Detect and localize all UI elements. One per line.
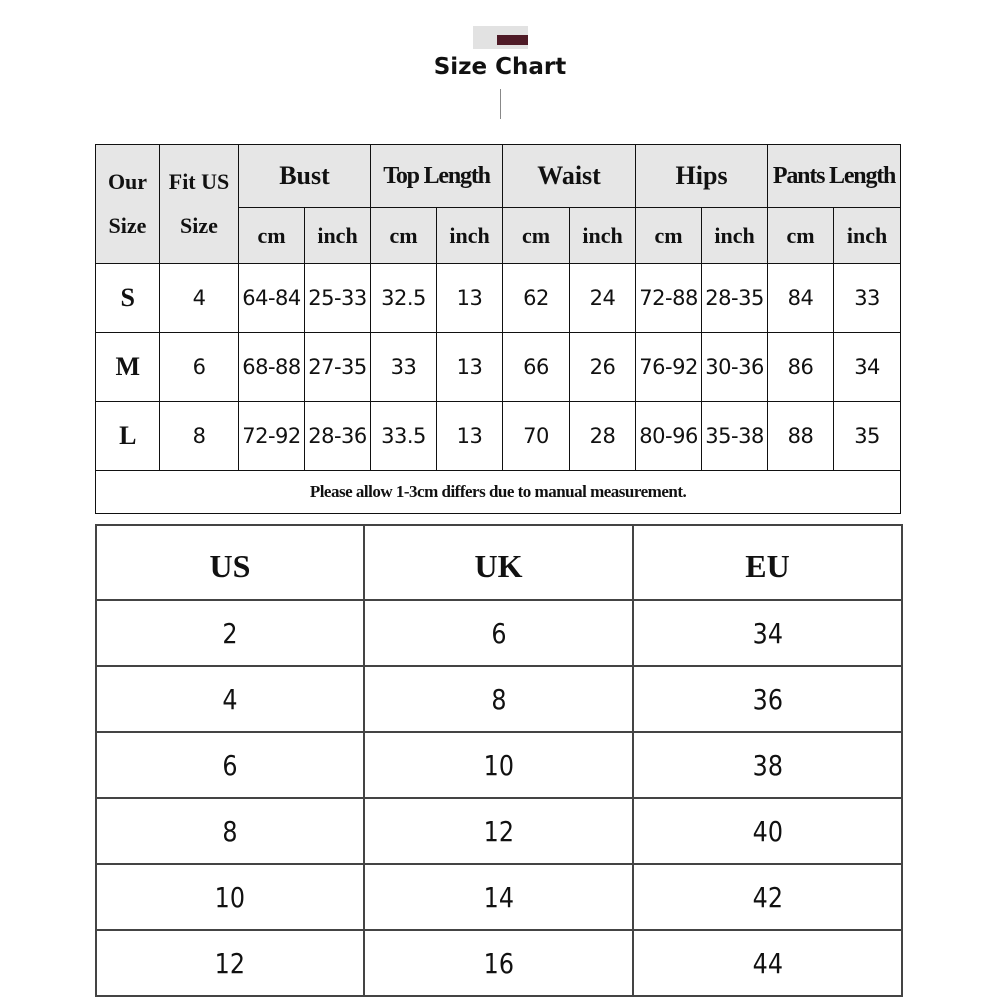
size-cell: S [96, 264, 160, 333]
header-our-size-line2: Size [108, 213, 147, 238]
note-row [96, 471, 901, 514]
group-header-row [96, 145, 901, 208]
eu-cell [633, 930, 902, 996]
header-fit-us-size [160, 145, 239, 264]
table-row [96, 333, 901, 402]
pants-length-cm-cell: 88 [768, 402, 834, 471]
waist-inch-cell: 26 [570, 333, 636, 402]
uk-value: 14 [483, 880, 514, 914]
pants-length-inch-cell: 33 [834, 264, 901, 333]
us-value: 10 [214, 880, 246, 914]
table-row [96, 930, 902, 996]
header-uk: UK [364, 525, 633, 600]
pants-length-inch-cell: 34 [834, 333, 901, 402]
unit-top-length-inch: inch [437, 208, 503, 264]
us-cell [96, 600, 364, 666]
hips-inch-cell: 35-38 [702, 402, 768, 471]
brand-badge-icon [473, 26, 528, 49]
uk-value: 6 [490, 616, 507, 650]
pants-length-inch-cell: 35 [834, 402, 901, 471]
brand-badge-bar [497, 35, 528, 45]
top-length-inch-cell: 13 [437, 333, 503, 402]
header-pants-length: Pants Length [768, 145, 901, 208]
unit-bust-cm: cm [239, 208, 305, 264]
us-value: 6 [222, 748, 238, 782]
eu-value: 40 [752, 814, 783, 848]
table-row [96, 864, 902, 930]
pants-length-cm-cell: 86 [768, 333, 834, 402]
waist-inch-cell: 28 [570, 402, 636, 471]
uk-cell [364, 600, 633, 666]
top-length-cm-cell: 33 [371, 333, 437, 402]
hips-cm-cell: 76-92 [636, 333, 702, 402]
uk-value: 12 [483, 814, 514, 848]
unit-waist-inch: inch [570, 208, 636, 264]
bust-cm-cell: 64-84 [239, 264, 305, 333]
header-fit-us-line1: Fit US [168, 169, 230, 194]
waist-cm-cell: 66 [503, 333, 570, 402]
header-our-size [96, 145, 160, 264]
bust-cm-cell: 72-92 [239, 402, 305, 471]
unit-bust-inch: inch [305, 208, 371, 264]
bust-inch-cell: 25-33 [305, 264, 371, 333]
table-row [96, 798, 902, 864]
hips-inch-cell: 30-36 [702, 333, 768, 402]
size-cell: M [96, 333, 160, 402]
hips-cm-cell: 72-88 [636, 264, 702, 333]
size-conversion-table [95, 524, 903, 997]
eu-value: 38 [752, 748, 783, 782]
uk-cell [364, 864, 633, 930]
us-value: 12 [214, 946, 246, 980]
us-value: 8 [222, 814, 238, 848]
table-row [96, 402, 901, 471]
header-top-length: Top Length [371, 145, 503, 208]
eu-cell [633, 666, 902, 732]
unit-hips-cm: cm [636, 208, 702, 264]
fit-us-cell: 4 [160, 264, 239, 333]
eu-cell [633, 864, 902, 930]
eu-value: 36 [752, 682, 783, 716]
hips-cm-cell: 80-96 [636, 402, 702, 471]
table-row [96, 264, 901, 333]
eu-value: 42 [752, 880, 783, 914]
fit-us-cell: 8 [160, 402, 239, 471]
hips-inch-cell: 28-35 [702, 264, 768, 333]
top-length-inch-cell: 13 [437, 402, 503, 471]
unit-waist-cm: cm [503, 208, 570, 264]
header-waist: Waist [503, 145, 636, 208]
us-value: 4 [222, 682, 238, 716]
us-value: 2 [222, 616, 238, 650]
eu-cell [633, 600, 902, 666]
size-cell: L [96, 402, 160, 471]
us-cell [96, 732, 364, 798]
uk-cell [364, 930, 633, 996]
us-cell [96, 666, 364, 732]
table-row [96, 666, 902, 732]
uk-cell [364, 732, 633, 798]
waist-cm-cell: 70 [503, 402, 570, 471]
measurement-table [95, 144, 901, 514]
title-divider [500, 89, 501, 119]
header-eu: EU [633, 525, 902, 600]
header-us: US [96, 525, 364, 600]
header-hips: Hips [636, 145, 768, 208]
table-row [96, 732, 902, 798]
unit-top-length-cm: cm [371, 208, 437, 264]
header-fit-us-line2: Size [180, 213, 218, 238]
fit-us-cell: 6 [160, 333, 239, 402]
us-cell [96, 930, 364, 996]
page-title: Size Chart [433, 54, 567, 80]
us-cell [96, 864, 364, 930]
uk-value: 8 [490, 682, 507, 716]
uk-value: 16 [483, 946, 514, 980]
bust-inch-cell: 27-35 [305, 333, 371, 402]
eu-value: 44 [752, 946, 783, 980]
unit-hips-inch: inch [702, 208, 768, 264]
eu-cell [633, 732, 902, 798]
pants-length-cm-cell: 84 [768, 264, 834, 333]
waist-inch-cell: 24 [570, 264, 636, 333]
uk-value: 10 [483, 748, 514, 782]
top-length-inch-cell: 13 [437, 264, 503, 333]
uk-cell [364, 666, 633, 732]
top-length-cm-cell: 32.5 [371, 264, 437, 333]
header-our-size-line1: Our [107, 169, 148, 194]
table-row [96, 600, 902, 666]
unit-pants-length-inch: inch [834, 208, 901, 264]
conversion-header-row [96, 525, 902, 600]
eu-cell [633, 798, 902, 864]
us-cell [96, 798, 364, 864]
top-length-cm-cell: 33.5 [371, 402, 437, 471]
waist-cm-cell: 62 [503, 264, 570, 333]
eu-value: 34 [752, 616, 783, 650]
bust-cm-cell: 68-88 [239, 333, 305, 402]
uk-cell [364, 798, 633, 864]
bust-inch-cell: 28-36 [305, 402, 371, 471]
header-bust: Bust [239, 145, 371, 208]
measurement-note: Please allow 1-3cm differs due to manual measurement. [96, 471, 901, 514]
unit-pants-length-cm: cm [768, 208, 834, 264]
